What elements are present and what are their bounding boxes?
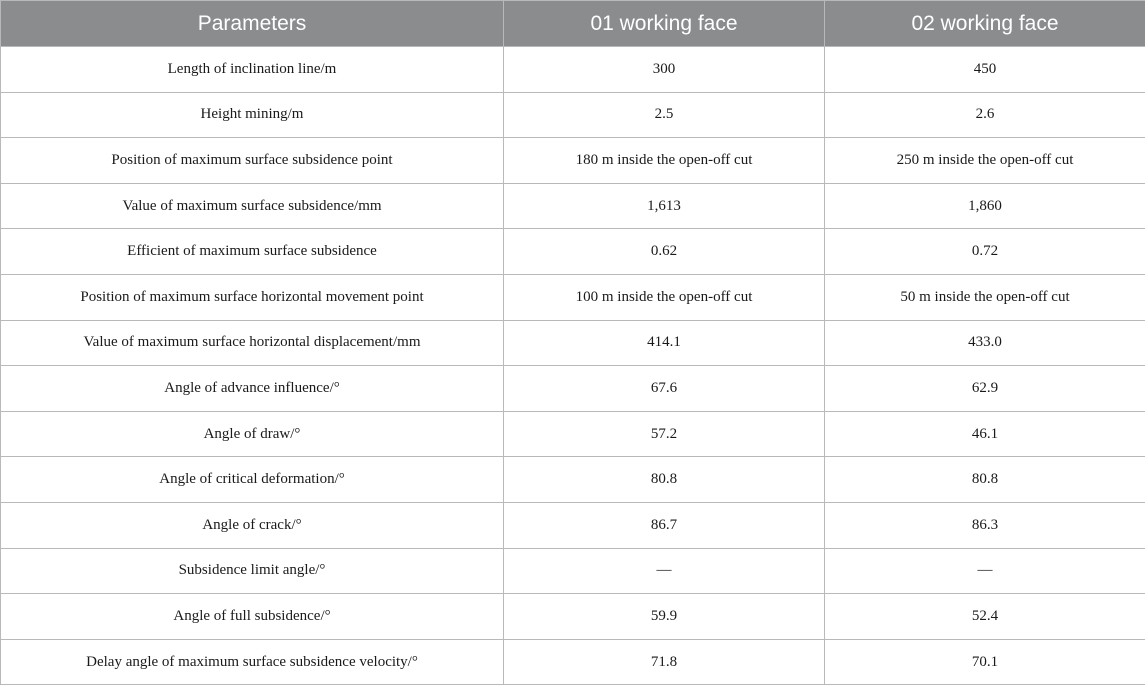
value-01-working-face: 59.9 (504, 594, 825, 640)
table-row (1, 47, 1145, 93)
table-row (1, 274, 1145, 320)
parameter-name: Delay angle of maximum surface subsidence velocity/° (1, 639, 504, 685)
value-02-working-face: 70.1 (825, 639, 1145, 685)
value-02-working-face: 2.6 (825, 92, 1145, 138)
value-02-working-face: 80.8 (825, 457, 1145, 503)
value-02-working-face: 46.1 (825, 411, 1145, 457)
value-01-working-face: 2.5 (504, 92, 825, 138)
table-row (1, 366, 1145, 412)
value-02-working-face: 86.3 (825, 502, 1145, 548)
table-row (1, 457, 1145, 503)
table-row (1, 183, 1145, 229)
value-01-working-face: 300 (504, 47, 825, 93)
value-01-working-face: 414.1 (504, 320, 825, 366)
parameter-name: Value of maximum surface horizontal displacement/mm (1, 320, 504, 366)
value-01-working-face: 67.6 (504, 366, 825, 412)
table-body (1, 47, 1145, 685)
value-02-working-face: 50 m inside the open-off cut (825, 274, 1145, 320)
table-row (1, 594, 1145, 640)
value-01-working-face: 57.2 (504, 411, 825, 457)
value-01-working-face: 71.8 (504, 639, 825, 685)
header-01-working-face: 01 working face (504, 1, 825, 47)
table-row (1, 138, 1145, 184)
value-02-working-face: 0.72 (825, 229, 1145, 275)
value-01-working-face: 86.7 (504, 502, 825, 548)
parameter-name: Value of maximum surface subsidence/mm (1, 183, 504, 229)
value-02-working-face: 250 m inside the open-off cut (825, 138, 1145, 184)
parameter-name: Position of maximum surface subsidence point (1, 138, 504, 184)
parameter-name: Subsidence limit angle/° (1, 548, 504, 594)
value-02-working-face: — (825, 548, 1145, 594)
table-row (1, 320, 1145, 366)
parameter-name: Angle of draw/° (1, 411, 504, 457)
header-02-working-face: 02 working face (825, 1, 1145, 47)
value-01-working-face: 0.62 (504, 229, 825, 275)
value-02-working-face: 433.0 (825, 320, 1145, 366)
table-row (1, 502, 1145, 548)
parameter-name: Angle of advance influence/° (1, 366, 504, 412)
value-01-working-face: — (504, 548, 825, 594)
parameter-name: Position of maximum surface horizontal movement point (1, 274, 504, 320)
table-row (1, 229, 1145, 275)
table-header (1, 1, 1145, 47)
parameter-name: Height mining/m (1, 92, 504, 138)
value-01-working-face: 80.8 (504, 457, 825, 503)
value-02-working-face: 450 (825, 47, 1145, 93)
table-row (1, 92, 1145, 138)
value-02-working-face: 62.9 (825, 366, 1145, 412)
parameter-name: Angle of crack/° (1, 502, 504, 548)
value-02-working-face: 52.4 (825, 594, 1145, 640)
value-01-working-face: 180 m inside the open-off cut (504, 138, 825, 184)
value-02-working-face: 1,860 (825, 183, 1145, 229)
parameter-name: Angle of full subsidence/° (1, 594, 504, 640)
parameter-name: Length of inclination line/m (1, 47, 504, 93)
header-row (1, 1, 1145, 47)
parameter-name: Angle of critical deformation/° (1, 457, 504, 503)
table-row (1, 548, 1145, 594)
parameter-name: Efficient of maximum surface subsidence (1, 229, 504, 275)
header-parameters: Parameters (1, 1, 504, 47)
table-row (1, 411, 1145, 457)
table-row (1, 639, 1145, 685)
value-01-working-face: 100 m inside the open-off cut (504, 274, 825, 320)
value-01-working-face: 1,613 (504, 183, 825, 229)
